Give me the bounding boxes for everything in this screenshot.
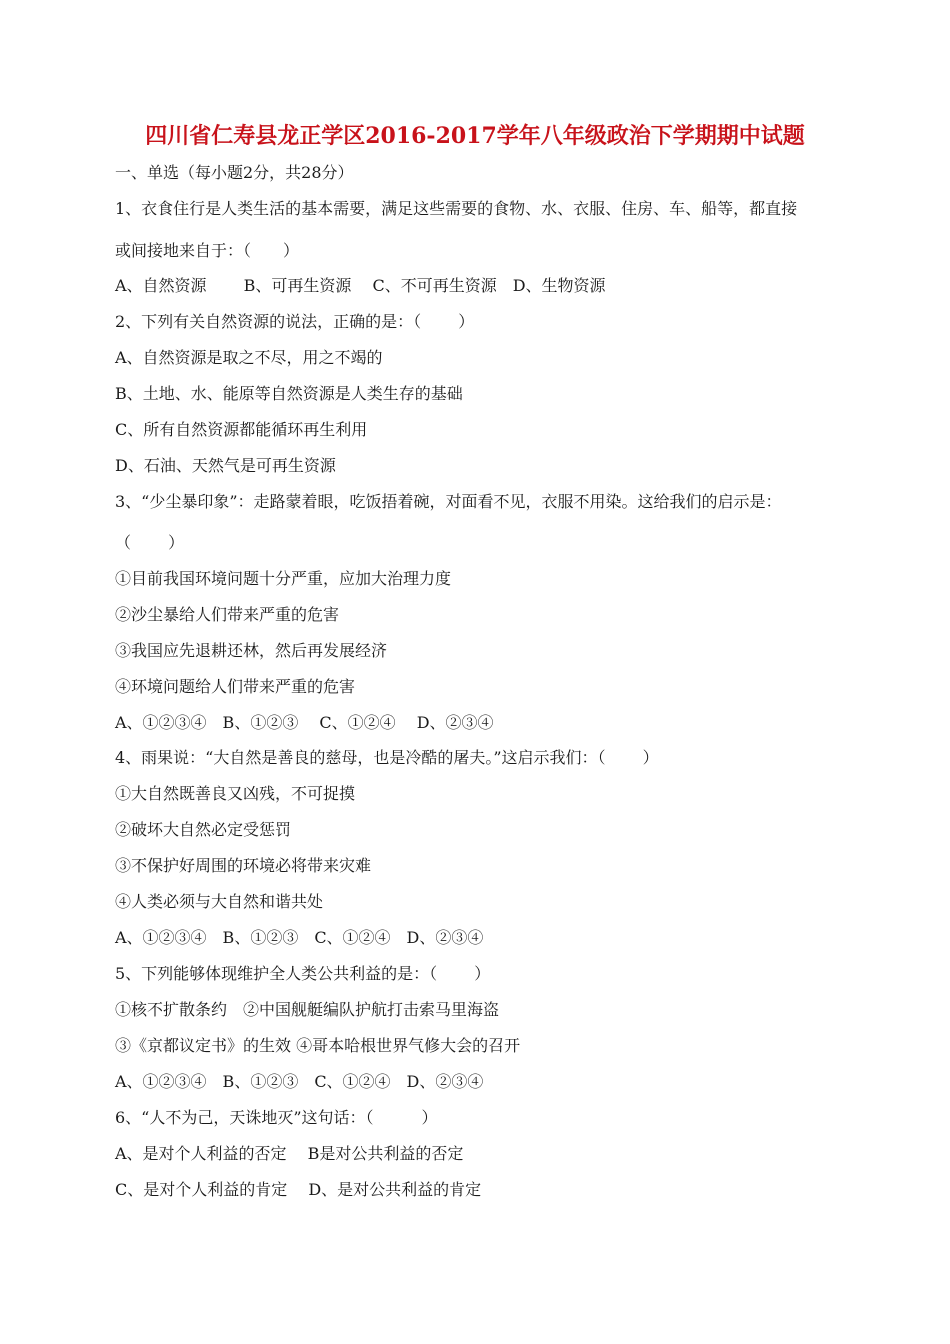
question-3-blank: （ ） xyxy=(115,533,185,552)
question-5-options: A、①②③④ B、①②③ C、①②④ D、②③④ xyxy=(115,1072,484,1091)
question-1-stem: 1、衣食住行是人类生活的基本需要，满足这些需要的食物、水、衣服、住房、车、船等，都直接 xyxy=(115,199,798,218)
question-4-item-3: ③不保护好周围的环境必将带来灾难 xyxy=(115,856,372,875)
question-4-options: A、①②③④ B、①②③ C、①②④ D、②③④ xyxy=(115,928,484,947)
question-5-items-3-4: ③《京都议定书》的生效 ④哥本哈根世界气修大会的召开 xyxy=(115,1036,521,1055)
question-1-options: A、自然资源 B、可再生资源 C、不可再生资源 D、生物资源 xyxy=(115,276,606,295)
question-3-item-4: ④环境问题给人们带来严重的危害 xyxy=(115,677,356,696)
question-6-options-c-d: C、是对个人利益的肯定 D、是对公共利益的肯定 xyxy=(115,1180,482,1199)
question-3-item-1: ①目前我国环境问题十分严重，应加大治理力度 xyxy=(115,569,452,588)
question-5-stem: 5、下列能够体现维护全人类公共利益的是：（ ） xyxy=(115,964,491,983)
question-4-stem: 4、雨果说：“大自然是善良的慈母，也是冷酷的屠夫。”这启示我们：（ ） xyxy=(115,748,659,767)
question-5-items-1-2: ①核不扩散条约 ②中国舰艇编队护航打击索马里海盗 xyxy=(115,1000,500,1019)
question-4-item-2: ②破坏大自然必定受惩罚 xyxy=(115,820,292,839)
question-6-stem: 6、“人不为己，天诛地灭”这句话：（ ） xyxy=(115,1108,438,1127)
question-4-item-1: ①大自然既善良又凶残，不可捉摸 xyxy=(115,784,356,803)
question-2-option-a: A、自然资源是取之不尽，用之不竭的 xyxy=(115,348,383,367)
question-2-option-d: D、石油、天然气是可再生资源 xyxy=(115,456,336,475)
question-3-stem: 3、“少尘暴印象”：走路蒙着眼，吃饭捂着碗，对面看不见，衣服不用染。这给我们的启示是： xyxy=(115,492,782,511)
question-3-item-2: ②沙尘暴给人们带来严重的危害 xyxy=(115,605,340,624)
question-4-item-4: ④人类必须与大自然和谐共处 xyxy=(115,892,324,911)
question-2-stem: 2、下列有关自然资源的说法，正确的是：（ ） xyxy=(115,312,475,331)
question-6-options-a-b: A、是对个人利益的否定 B是对公共利益的否定 xyxy=(115,1144,464,1163)
exam-title: 四川省仁寿县龙正学区2016-2017学年八年级政治下学期期中试题 xyxy=(145,123,805,149)
question-2-option-c: C、所有自然资源都能循环再生利用 xyxy=(115,420,368,439)
question-2-option-b: B、土地、水、能原等自然资源是人类生存的基础 xyxy=(115,384,463,403)
question-3-item-3: ③我国应先退耕还林，然后再发展经济 xyxy=(115,641,388,660)
section-heading: 一、单选（每小题2分，共28分） xyxy=(115,163,354,182)
question-1-stem-cont: 或间接地来自于：（ ） xyxy=(115,241,300,260)
question-3-options: A、①②③④ B、①②③ C、①②④ D、②③④ xyxy=(115,713,494,732)
